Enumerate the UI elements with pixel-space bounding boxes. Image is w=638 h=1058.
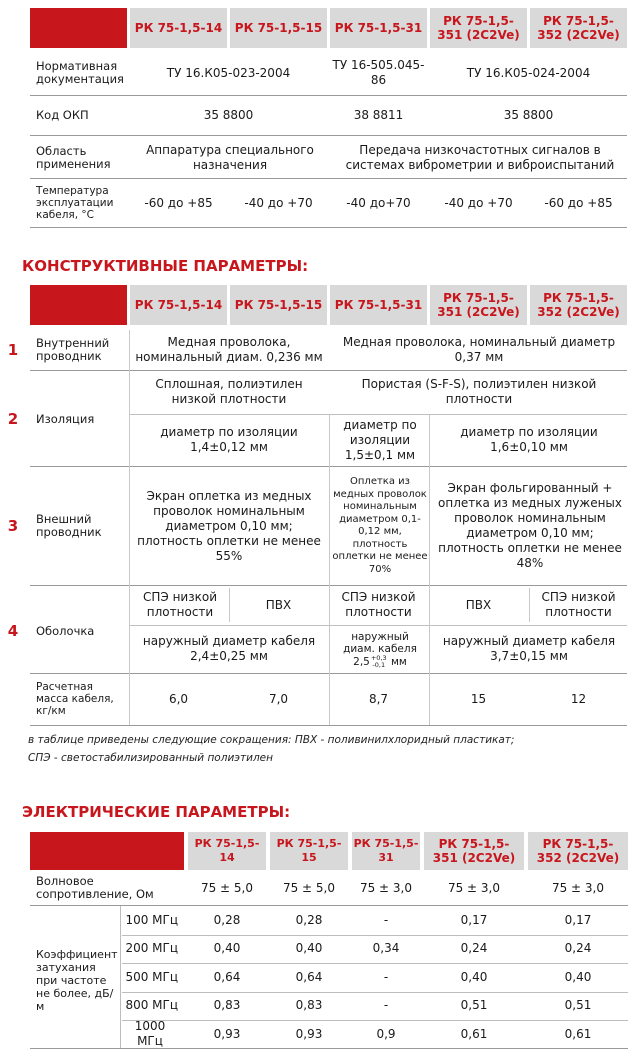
attenuation-value: 0,9: [376, 1026, 396, 1041]
sheath-diameter-2-text: наружный диам. кабеля: [343, 631, 417, 655]
column-divider: [529, 588, 530, 622]
frequency-label: 800 МГц: [125, 998, 178, 1013]
area-value-a: Аппаратура специального назначения: [146, 143, 314, 172]
area-value-b: Передача низкочастотных сигналов в системах виброметрии и виброиспытаний: [345, 143, 615, 172]
impedance-value-3: 75 ± 3,0: [359, 880, 413, 895]
sheath-diameter-2-upper: +0,3: [370, 654, 387, 662]
insulation-diameter-1: диаметр по изоляции 1,4±0,12 мм: [160, 425, 298, 454]
impedance-value-1: 75 ± 5,0: [200, 880, 254, 895]
row-divider: [30, 370, 627, 371]
insulation-label: Изоляция: [36, 411, 95, 426]
table1-header-1: РК 75-1,5-14: [130, 8, 227, 48]
sheath-type-1: СПЭ низкой плотности: [142, 590, 217, 619]
table3-header-3: РК 75-1,5-31: [352, 832, 420, 870]
insulation-b: Пористая (S-F-S), полиэтилен низкой плотности: [361, 377, 597, 406]
inner-conductor-b: Медная проволока, номинальный диаметр 0,37 мм: [342, 335, 616, 364]
section-title-construction: КОНСТРУКТИВНЫЕ ПАРАМЕТРЫ:: [22, 257, 309, 275]
section-title-electrical: ЭЛЕКТРИЧЕСКИЕ ПАРАМЕТРЫ:: [22, 803, 291, 821]
doc-value-b: ТУ 16-505.045-86: [332, 58, 425, 87]
attenuation-value: 0,28: [213, 912, 241, 927]
outer-conductor-b: Оплетка из медных проволок номинальным диаметром 0,1-0,12 мм, плотность оплетки не менее 70%: [332, 476, 428, 575]
mass-value-2: 7,0: [268, 691, 289, 706]
attenuation-value: 0,61: [564, 1026, 592, 1041]
column-divider: [120, 906, 121, 1048]
insulation-diameter-2: диаметр по изоляции 1,5±0,1 мм: [343, 417, 417, 462]
row-divider: [30, 227, 627, 228]
abbreviation-note-1: в таблице приведены следующие сокращения: ПВХ - поливинилхлоридный пластикат;: [28, 734, 515, 746]
insulation-diameter-3: диаметр по изоляции 1,6±0,10 мм: [460, 425, 598, 454]
mass-label: Расчетная масса кабеля, кг/км: [36, 681, 114, 717]
temp-value-1: -60 до +85: [144, 195, 213, 210]
mass-value-5: 12: [570, 691, 587, 706]
attenuation-value: 0,34: [372, 941, 400, 956]
temp-value-4: -40 до +70: [444, 195, 513, 210]
sheath-diameter-3: наружный диаметр кабеля 3,7±0,15 мм: [442, 634, 616, 663]
table1-header-5: РК 75-1,5-352 (2С2Ve): [530, 8, 627, 48]
attenuation-value: 0,83: [213, 998, 241, 1013]
mass-value-1: 6,0: [168, 691, 189, 706]
row-divider: [130, 625, 627, 626]
column-divider: [129, 330, 130, 725]
attenuation-value: 0,51: [460, 998, 488, 1013]
attenuation-value: 0,24: [460, 941, 488, 956]
sheath-type-2: ПВХ: [265, 597, 292, 612]
okp-value-c: 35 8800: [503, 107, 554, 122]
table1-header-4: РК 75-1,5-351 (2С2Ve): [430, 8, 527, 48]
table3-header-4: РК 75-1,5-351 (2С2Ve): [424, 832, 524, 870]
inner-conductor-label: Внутренний проводник: [36, 336, 110, 363]
table1-header-2: РК 75-1,5-15: [230, 8, 327, 48]
temp-value-2: -40 до +70: [244, 195, 313, 210]
attenuation-value: 0,51: [564, 998, 592, 1013]
okp-value-b: 38 8811: [353, 107, 404, 122]
table2-header-5: РК 75-1,5-352 (2С2Ve): [530, 285, 627, 325]
outer-conductor-label: Внешний проводник: [36, 512, 102, 539]
row-divider: [30, 135, 627, 136]
table2-header-1: РК 75-1,5-14: [130, 285, 227, 325]
sheath-diameter-1: наружный диаметр кабеля 2,4±0,25 мм: [142, 634, 316, 663]
attenuation-value: 0,64: [213, 969, 241, 984]
attenuation-value: 0,17: [564, 912, 592, 927]
attenuation-value: -: [383, 912, 389, 927]
table3-corner-block: [30, 832, 184, 870]
doc-value-c: ТУ 16.К05-024-2004: [466, 65, 591, 80]
attenuation-value: 0,28: [295, 912, 323, 927]
row-divider: [130, 414, 627, 415]
outer-conductor-c: Экран фольгированный + оплетка из медных луженых проволок номинальным диаметром 0,10 мм; плотность оплетки не менее 48%: [438, 481, 622, 570]
column-divider: [329, 414, 330, 725]
abbreviation-note-2: СПЭ - светостабилизированный полиэтилен: [28, 752, 274, 764]
impedance-value-4: 75 ± 3,0: [447, 880, 501, 895]
attenuation-value: 0,93: [213, 1026, 241, 1041]
frequency-label: 1000 МГц: [134, 1019, 166, 1049]
attenuation-value: 0,17: [460, 912, 488, 927]
attenuation-label: Коэффициент затухания при частоте не более, дБ/м: [36, 947, 118, 1013]
table2-corner-block: [30, 285, 127, 325]
impedance-label: Волновое сопротивление, Ом: [36, 874, 154, 901]
doc-label: Нормативная документация: [36, 59, 124, 86]
sheath-diameter-2-unit: мм: [387, 656, 407, 668]
attenuation-value: 0,40: [213, 941, 241, 956]
attenuation-value: 0,40: [295, 941, 323, 956]
mass-value-3: 8,7: [368, 691, 389, 706]
attenuation-value: 0,61: [460, 1026, 488, 1041]
sheath-type-4: ПВХ: [465, 597, 492, 612]
attenuation-value: 0,64: [295, 969, 323, 984]
attenuation-value: 0,83: [295, 998, 323, 1013]
temp-value-5: -60 до +85: [544, 195, 613, 210]
table3-header-5: РК 75-1,5-352 (2С2Ve): [528, 832, 628, 870]
row-number-1: 1: [7, 341, 19, 359]
area-label: Область применения: [36, 144, 111, 171]
frequency-label: 500 МГц: [125, 969, 178, 984]
row-number-4: 4: [7, 622, 19, 640]
impedance-value-2: 75 ± 5,0: [282, 880, 336, 895]
doc-value-a: ТУ 16.К05-023-2004: [166, 65, 291, 80]
sheath-diameter-2-lower: -0,1: [372, 661, 386, 669]
sheath-diameter-2-base: 2,5: [353, 656, 370, 668]
row-number-3: 3: [7, 517, 19, 535]
table1-header-3: РК 75-1,5-31: [330, 8, 427, 48]
attenuation-value: 0,40: [460, 969, 488, 984]
attenuation-value: 0,24: [564, 941, 592, 956]
row-divider: [30, 95, 627, 96]
attenuation-value: 0,93: [295, 1026, 323, 1041]
attenuation-value: -: [383, 998, 389, 1013]
column-divider: [429, 414, 430, 725]
okp-label: Код ОКП: [36, 107, 89, 122]
sheath-type-3: СПЭ низкой плотности: [341, 590, 416, 619]
frequency-label: 200 МГц: [125, 941, 178, 956]
impedance-value-5: 75 ± 3,0: [551, 880, 605, 895]
inner-conductor-a: Медная проволока, номинальный диам. 0,236 мм: [135, 335, 323, 364]
sheath-type-5: СПЭ низкой плотности: [541, 590, 616, 619]
temp-value-3: -40 до+70: [346, 195, 411, 210]
mass-value-4: 15: [470, 691, 487, 706]
frequency-label: 100 МГц: [125, 912, 178, 927]
row-number-2: 2: [7, 410, 19, 428]
row-divider: [30, 178, 627, 179]
table2-header-3: РК 75-1,5-31: [330, 285, 427, 325]
attenuation-value: -: [383, 969, 389, 984]
table3-bottom-line: [30, 1048, 628, 1049]
table2-header-2: РК 75-1,5-15: [230, 285, 327, 325]
attenuation-value: 0,40: [564, 969, 592, 984]
row-divider: [30, 725, 627, 726]
okp-value-a: 35 8800: [203, 107, 254, 122]
insulation-a: Сплошная, полиэтилен низкой плотности: [155, 377, 303, 406]
table3-header-2: РК 75-1,5-15: [270, 832, 348, 870]
sheath-diameter-2-value: [353, 655, 407, 669]
table2-header-4: РК 75-1,5-351 (2С2Ve): [430, 285, 527, 325]
temp-label: Температура эксплуатации кабеля, °С: [36, 185, 114, 221]
outer-conductor-a: Экран оплетка из медных проволок номинальным диаметром 0,10 мм; плотность оплетки не менее 55%: [137, 488, 321, 563]
sheath-diameter-2: [330, 628, 430, 672]
table1-corner-block: [30, 8, 127, 48]
table3-header-1: РК 75-1,5-14: [188, 832, 266, 870]
column-divider: [229, 588, 230, 622]
sheath-label: Оболочка: [36, 623, 95, 638]
